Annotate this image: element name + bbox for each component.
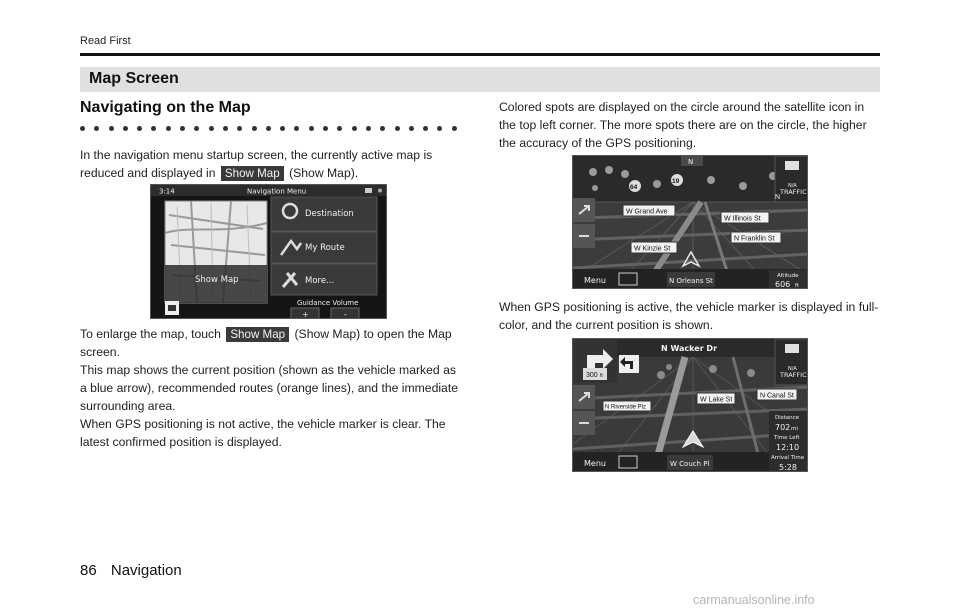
menu-time: 3:14	[159, 187, 175, 196]
more-label: More...	[305, 276, 335, 286]
divider-dot	[80, 126, 85, 131]
current-street-display	[667, 272, 715, 287]
distance-unit: mi	[791, 426, 798, 432]
traffic-label: TRAFFIC	[780, 188, 807, 196]
menu-title: Navigation Menu	[247, 187, 307, 196]
divider-dot	[437, 126, 442, 131]
show-map-key: Show Map	[221, 166, 284, 181]
divider-dot	[166, 126, 171, 131]
my-route-label: My Route	[305, 243, 345, 253]
street-label-w-kinzie-st	[631, 242, 677, 253]
destination-button[interactable]	[271, 197, 377, 231]
watermark: carmanualsonline.info	[693, 593, 815, 607]
paragraph-text: (Show Map).	[289, 166, 359, 180]
map-screenshot-gps-inactive	[572, 155, 808, 289]
paragraph-gps-spots: Colored spots are displayed on the circle around the satellite icon in the top left corner. The more spots there are on the circle, the higher the accuracy of the GPS positioning.	[499, 100, 867, 150]
divider-dot	[209, 126, 214, 131]
street-label-n-franklin-st	[731, 232, 781, 243]
divider-dot	[266, 126, 271, 131]
divider-dot	[123, 126, 128, 131]
divider-dot	[423, 126, 428, 131]
section-band	[80, 67, 880, 92]
divider-dot	[409, 126, 414, 131]
section-title: Map Screen	[89, 70, 179, 87]
show-map-label: Show Map	[195, 275, 239, 285]
current-street-display	[667, 455, 713, 470]
running-head: Read First	[80, 35, 131, 47]
arrival-time-label: Arrival Time	[771, 455, 805, 461]
divider-dot	[352, 126, 357, 131]
current-street-label: W Couch Pl	[670, 460, 710, 468]
zoom-in-button[interactable]	[573, 385, 595, 409]
volume-plus-label: +	[302, 310, 309, 319]
route-19-label: 19	[672, 178, 680, 185]
divider-dot	[194, 126, 199, 131]
my-route-button[interactable]	[271, 232, 377, 263]
distance-label: Distance	[775, 415, 800, 421]
volume-minus-label: -	[344, 310, 347, 319]
paragraph-map-description: This map shows the current position (shown as the vehicle marked as a blue arrow), recommended routes (orange lines), and the immediate surrounding area.	[80, 363, 459, 413]
paragraph-text: To enlarge the map, touch	[80, 327, 221, 341]
w-kinzie-st-label: W Kinzie St	[634, 245, 671, 253]
paragraph-gps-active: When GPS positioning is active, the vehicle marker is displayed in full-color, and the current position is shown.	[499, 300, 879, 332]
destination-label: Destination	[305, 209, 354, 219]
street-label-w-illinois-st	[721, 212, 769, 223]
zoom-out-button[interactable]	[573, 224, 595, 248]
north-side-label: N	[775, 194, 781, 201]
show-map-key: Show Map	[226, 327, 289, 342]
traffic-label: TRAFFIC	[780, 371, 807, 379]
divider-dot	[151, 126, 156, 131]
w-illinois-st-label: W Illinois St	[724, 215, 761, 223]
arrival-time-value: 5:28	[779, 463, 797, 472]
divider-dot	[309, 126, 314, 131]
street-label-w-grand-ave	[623, 205, 675, 216]
altitude-label: Altitude	[777, 273, 799, 279]
paragraph-intro	[80, 146, 465, 182]
route-64-shield	[629, 180, 641, 192]
vehicle-settings-icon[interactable]	[165, 301, 179, 315]
divider-dot	[180, 126, 185, 131]
time-left-value: 12:10	[776, 443, 800, 452]
heading-label: N	[688, 158, 694, 166]
divider-dot	[294, 126, 299, 131]
turn-distance-value: 300	[586, 372, 598, 379]
trip-info-panel[interactable]	[769, 411, 808, 472]
divider-dot	[223, 126, 228, 131]
paragraph-gps-inactive: When GPS positioning is not active, the vehicle marker is clear. The latest confirmed position is displayed.	[80, 417, 446, 449]
divider-dot	[94, 126, 99, 131]
divider-dot	[395, 126, 400, 131]
n-riverside-plz-label: N Riverside Plz	[605, 404, 647, 411]
guidance-volume-label: Guidance Volume	[297, 299, 359, 307]
time-left-label: Time Left	[774, 435, 800, 441]
altitude-unit: ft	[795, 283, 799, 289]
map-thumbnail-button[interactable]	[165, 201, 267, 303]
map-menu-label: Menu	[584, 276, 606, 285]
divider-dot	[366, 126, 371, 131]
more-button[interactable]	[271, 264, 377, 295]
distance-value: 702	[775, 423, 791, 432]
top-rule	[80, 53, 880, 56]
divider-dot	[252, 126, 257, 131]
map-screenshot-gps-active	[572, 338, 808, 472]
map-menu-label: Menu	[584, 459, 606, 468]
volume-up-button[interactable]	[291, 308, 319, 319]
divider-dot	[380, 126, 385, 131]
divider-dot	[323, 126, 328, 131]
street-label-n-canal-st	[757, 389, 797, 400]
w-lake-st-label: W Lake St	[700, 396, 733, 404]
route-64-label: 64	[630, 184, 638, 191]
divider-dot	[337, 126, 342, 131]
altitude-value: 606	[775, 280, 791, 289]
grid-menu-icon	[785, 161, 799, 170]
altitude-display[interactable]	[769, 270, 808, 289]
w-grand-ave-label: W Grand Ave	[626, 208, 668, 216]
next-turn-icon	[619, 355, 639, 373]
route-19-shield	[671, 174, 683, 186]
chapter-name: Navigation	[110, 562, 182, 579]
current-street-label: N Orleans St	[669, 277, 713, 285]
volume-down-button[interactable]	[331, 308, 359, 319]
street-label-n-riverside-plz	[603, 401, 651, 411]
zoom-in-button[interactable]	[573, 198, 595, 222]
page-number: 86	[80, 562, 97, 579]
n-canal-st-label: N Canal St	[760, 392, 794, 400]
divider-dot	[137, 126, 142, 131]
n-franklin-st-label: N Franklin St	[734, 235, 775, 243]
divider-dot	[109, 126, 114, 131]
divider-dot	[237, 126, 242, 131]
divider-dot	[452, 126, 457, 131]
page-footer	[80, 562, 182, 579]
traffic-button[interactable]	[775, 339, 808, 385]
zoom-out-button[interactable]	[573, 411, 595, 435]
street-label-w-lake-st	[697, 393, 735, 404]
turn-instruction-panel	[573, 339, 617, 383]
dot-divider	[80, 126, 457, 131]
turn-distance-unit: ft	[600, 373, 603, 379]
navigation-menu-screenshot	[150, 184, 387, 319]
paragraph-enlarge	[80, 325, 465, 361]
divider-dot	[280, 126, 285, 131]
next-street-title: N Wacker Dr	[661, 344, 718, 353]
paragraph-text: In the navigation menu startup screen, the currently active map is reduced and displayed in	[80, 148, 433, 180]
traffic-status-label: N/A	[788, 366, 797, 372]
grid-menu-icon	[785, 344, 799, 353]
subsection-title: Navigating on the Map	[80, 99, 251, 116]
paragraph-text: (Show Map) to open the Map screen.	[80, 327, 452, 359]
traffic-status-label: N/A	[788, 183, 797, 189]
